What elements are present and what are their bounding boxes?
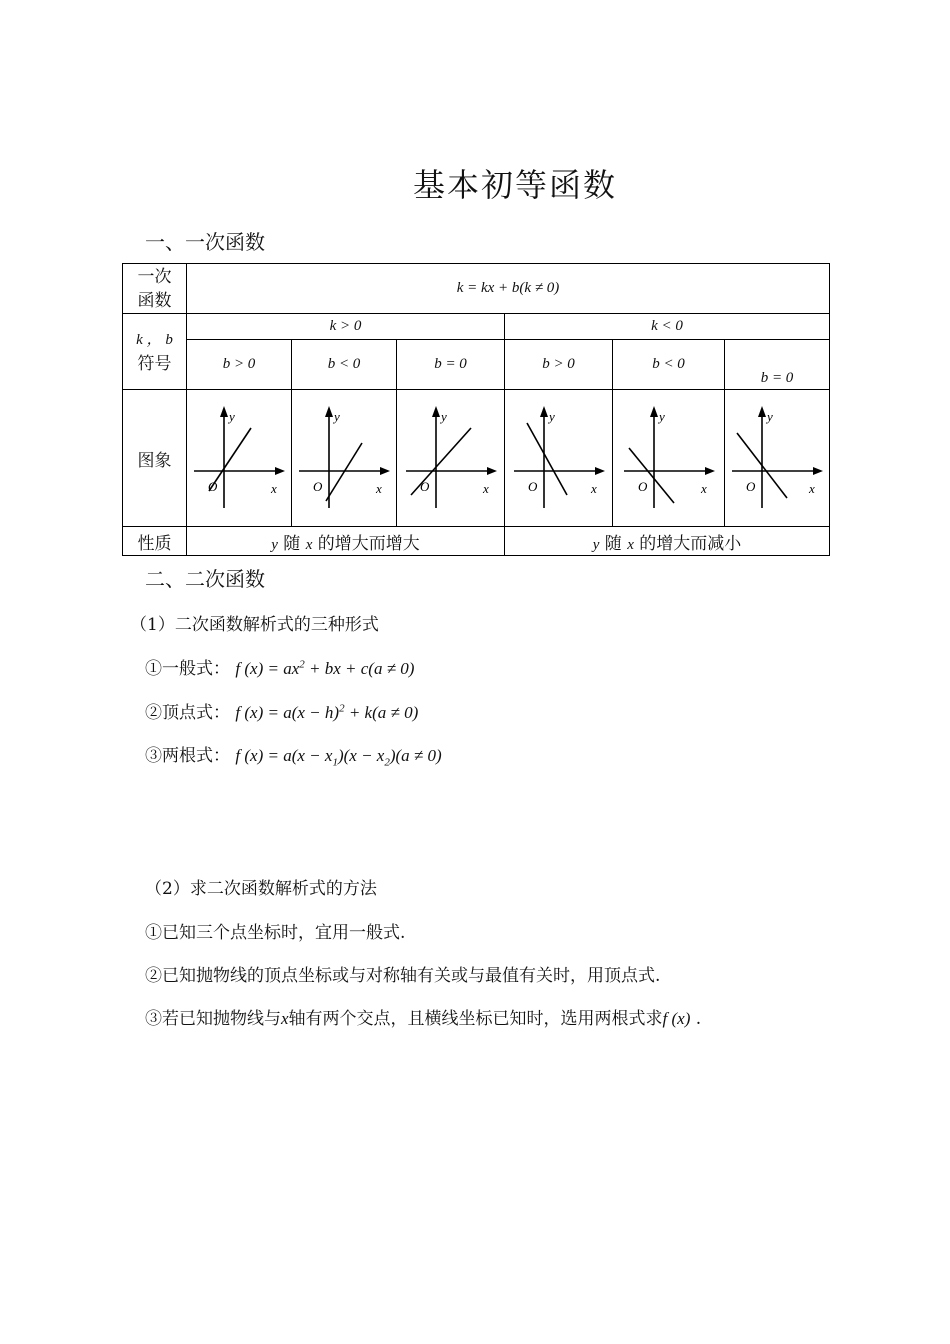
formula	[235, 703, 418, 722]
method-item: ①已知三个点坐标时，宜用一般式.	[145, 923, 406, 943]
var-x: x	[281, 1009, 289, 1028]
b-case: b < 0	[613, 340, 725, 390]
b-case: b = 0	[725, 340, 830, 390]
formula-part: f (x) = a(x − h)	[235, 703, 340, 722]
k-negative-header: k < 0	[505, 314, 830, 340]
graph-cell	[613, 390, 725, 527]
property-text: 随	[283, 533, 301, 554]
linear-formula: k = kx + b(k ≠ 0)	[187, 264, 830, 314]
x-axis-arrow	[275, 467, 285, 475]
x-axis-label: x	[590, 481, 597, 496]
x-axis-label: x	[376, 481, 382, 496]
method-item	[145, 1004, 701, 1029]
y-axis-arrow	[758, 406, 766, 417]
x-axis-label: x	[700, 481, 707, 496]
form-label: ③两根式：	[145, 746, 230, 766]
row-label-graph: 图象	[123, 390, 187, 527]
form-vertex	[145, 698, 418, 723]
form-label: ②顶点式：	[145, 703, 230, 723]
x-axis-arrow	[487, 467, 497, 475]
var-x: x	[627, 536, 634, 553]
origin-label: O	[527, 479, 537, 494]
label-line: 符号	[137, 353, 172, 374]
form-label: ①一般式：	[145, 659, 230, 679]
y-axis-label: y	[229, 409, 235, 424]
y-axis-label: y	[440, 409, 447, 424]
property-increasing	[187, 527, 505, 556]
y-axis-label: y	[548, 409, 555, 424]
property-decreasing	[505, 527, 830, 556]
y-axis-label: y	[334, 409, 340, 424]
var-y: y	[271, 536, 278, 553]
property-text: 的增大而增大	[317, 533, 420, 554]
y-axis-arrow	[540, 406, 548, 417]
property-text: 随	[604, 533, 622, 554]
label-line: 一次	[137, 266, 172, 287]
method-text: ③若已知抛物线与	[145, 1009, 281, 1029]
method-text: .	[690, 1009, 702, 1029]
x-axis-arrow	[813, 467, 823, 475]
table-row-b-sign	[123, 340, 830, 390]
exponent: 2	[339, 702, 345, 715]
function-line	[326, 443, 362, 501]
row-label-sign	[123, 314, 187, 390]
var-x: x	[305, 536, 313, 553]
line-graph	[509, 403, 609, 513]
method-text: 轴有两个交点，且横线坐标已知时，选用两根式求	[288, 1009, 663, 1029]
page-title: 基本初等函数	[412, 166, 617, 204]
formula	[235, 746, 442, 769]
graph-cell	[292, 390, 397, 527]
formula-part: f (x) = a(x − x	[235, 746, 333, 765]
origin-label: O	[313, 479, 323, 494]
line-graph	[294, 403, 394, 513]
origin-label: O	[746, 479, 756, 494]
form-general	[145, 654, 414, 679]
subscript: 2	[384, 756, 390, 769]
section2-heading: 二、二次函数	[145, 567, 265, 591]
table-row-graph	[123, 390, 830, 527]
linear-function-table	[122, 263, 830, 556]
y-axis-arrow	[325, 406, 333, 417]
formula-part: )(x − x	[337, 746, 385, 765]
var-y: y	[592, 536, 600, 553]
section1-heading: 一、一次函数	[145, 230, 265, 254]
y-axis-arrow	[220, 406, 228, 417]
graph-cell	[397, 390, 505, 527]
line-graph	[619, 403, 719, 513]
origin-label: O	[419, 479, 429, 494]
b-case: b > 0	[187, 340, 292, 390]
y-axis-arrow	[432, 406, 440, 417]
sub2-heading: （2）求二次函数解析式的方法	[145, 879, 377, 899]
y-axis-arrow	[650, 406, 658, 417]
y-axis-label: y	[658, 409, 665, 424]
line-graph	[727, 403, 827, 513]
formula: f (x)	[662, 1009, 691, 1028]
x-axis-label: x	[809, 481, 815, 496]
row-label-definition	[123, 264, 187, 314]
k-positive-header: k > 0	[187, 314, 505, 340]
subscript: 1	[332, 756, 338, 769]
function-line	[629, 448, 674, 503]
label-line: 函数	[137, 290, 172, 311]
x-axis-label: x	[482, 481, 489, 496]
graph-cell	[187, 390, 292, 527]
x-axis-arrow	[380, 467, 390, 475]
table-row-k-sign	[123, 314, 830, 340]
method-item: ②已知抛物线的顶点坐标或与对称轴有关或与最值有关时，用顶点式.	[145, 966, 661, 986]
b-case: b = 0	[397, 340, 505, 390]
x-axis-arrow	[595, 467, 605, 475]
origin-label: O	[637, 479, 647, 494]
line-graph	[401, 403, 501, 513]
b-case: b < 0	[292, 340, 397, 390]
graph-cell	[505, 390, 613, 527]
table-row-definition	[123, 264, 830, 314]
formula-part: f (x) = ax	[235, 659, 300, 678]
x-axis-label: x	[271, 481, 277, 496]
label-line: k ， b	[136, 331, 173, 348]
formula-part: )(a ≠ 0)	[389, 746, 442, 765]
property-text: 的增大而减小	[639, 533, 742, 554]
formula-part: + bx + c(a ≠ 0)	[304, 659, 415, 678]
form-roots	[145, 741, 442, 768]
x-axis-arrow	[705, 467, 715, 475]
formula-part: + k(a ≠ 0)	[344, 703, 419, 722]
origin-label: O	[208, 479, 218, 494]
graph-cell	[725, 390, 830, 527]
sub1-heading: （1）二次函数解析式的三种形式	[130, 615, 379, 635]
table-row-property	[123, 527, 830, 556]
row-label-property: 性质	[123, 527, 187, 556]
formula	[235, 659, 414, 678]
exponent: 2	[299, 658, 305, 671]
b-case: b > 0	[505, 340, 613, 390]
line-graph	[189, 403, 289, 513]
y-axis-label: y	[767, 409, 773, 424]
